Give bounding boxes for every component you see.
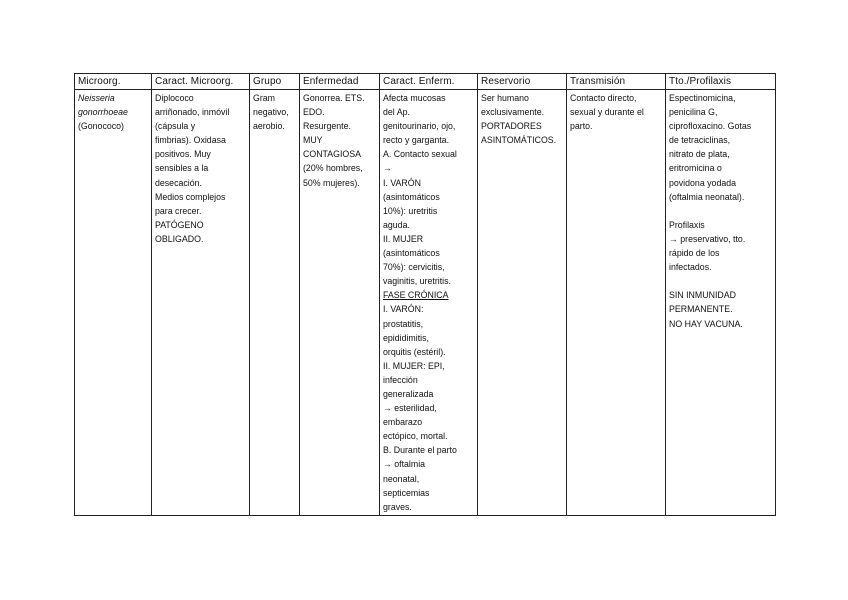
text-line: (asintomáticos xyxy=(383,191,440,202)
table-row xyxy=(75,90,776,516)
text-line: para crecer. xyxy=(155,205,202,216)
text-line: ectópico, mortal. xyxy=(383,431,448,442)
text-line: CONTAGIOSA xyxy=(303,149,361,160)
text-line: sensibles a la xyxy=(155,163,209,174)
text-line: aerobio. xyxy=(253,121,285,132)
transmision-lines xyxy=(570,91,662,133)
text-line: I. VARÓN xyxy=(383,177,421,188)
text-line: II. MUJER: EPI, xyxy=(383,360,445,371)
text-line: II. MUJER xyxy=(383,233,424,244)
text-line: de tetraciclinas, xyxy=(669,135,731,146)
text-line: generalizada xyxy=(383,388,434,399)
spacer xyxy=(669,274,772,288)
text-line: Ser humano xyxy=(481,93,529,103)
text-line: (20% hombres, xyxy=(303,163,363,174)
text-line: (cápsula y xyxy=(155,121,196,132)
text-line: Gonorrea. ETS. xyxy=(303,93,365,103)
text-line: epididimitis, xyxy=(383,332,429,343)
text-line: PATÓGENO xyxy=(155,219,204,230)
cell-reservorio xyxy=(478,90,567,516)
text-line: vaginitis, uretritis. xyxy=(383,276,451,287)
text-line: ASINTOMÁTICOS. xyxy=(481,135,557,146)
cell-microorg xyxy=(75,90,152,516)
text-line: I. VARÓN: xyxy=(383,304,424,315)
reservorio-lines xyxy=(481,91,563,147)
text-line: embarazo xyxy=(383,417,423,428)
text-line: arriñonado, inmóvil xyxy=(155,107,230,118)
text-line: → oftalmia xyxy=(383,459,426,470)
text-line: nitrato de plata, xyxy=(669,149,730,160)
text-line: Resurgente. xyxy=(303,121,351,132)
text-line: graves. xyxy=(383,501,412,512)
text-line: Diplococo xyxy=(155,93,194,103)
text-line: septicemias xyxy=(383,487,430,498)
text-line: parto. xyxy=(570,121,593,132)
text-line: povidona yodada xyxy=(669,177,737,188)
cell-enfermedad xyxy=(300,90,380,516)
text-line: 50% mujeres). xyxy=(303,177,360,188)
text-line: NO HAY VACUNA. xyxy=(669,318,743,329)
text-line: positivos. Muy xyxy=(155,149,211,160)
text-line: Afecta mucosas xyxy=(383,93,446,103)
text-line: recto y garganta. xyxy=(383,135,450,146)
header-grupo: Grupo xyxy=(250,74,300,90)
text-line: SIN INMUNIDAD xyxy=(669,290,736,301)
text-line: Profilaxis xyxy=(669,219,705,230)
text-line: 70%): cervicitis, xyxy=(383,262,445,273)
text-line: Gram xyxy=(253,93,275,103)
caract-enferm-chronic-lines xyxy=(383,302,474,513)
text-line: orquitis (estéril). xyxy=(383,346,446,357)
text-line: desecación. xyxy=(155,177,202,188)
header-transmision: Transmisión xyxy=(567,74,666,90)
genus-name: Neisseria xyxy=(78,93,115,103)
text-line: aguda. xyxy=(383,219,410,230)
text-line: eritromicina o xyxy=(669,163,722,174)
caract-enferm-acute-lines xyxy=(383,91,474,288)
text-line: (oftalmia neonatal). xyxy=(669,191,745,202)
profilaxis-lines xyxy=(669,218,772,274)
notes-lines xyxy=(669,288,772,330)
text-line: → xyxy=(383,163,392,174)
text-line: rápido de los xyxy=(669,248,720,259)
cell-tto-profilaxis xyxy=(666,90,776,516)
text-line: infección xyxy=(383,374,418,385)
header-caract-enferm: Caract. Enferm. xyxy=(380,74,478,90)
text-line: → preservativo, tto. xyxy=(669,233,746,244)
cell-grupo xyxy=(250,90,300,516)
text-line: neonatal, xyxy=(383,473,420,484)
caract-microorg-lines xyxy=(155,91,246,246)
tratamiento-lines xyxy=(669,91,772,204)
text-line: (asintomáticos xyxy=(383,248,440,259)
header-microorg: Microorg. xyxy=(75,74,152,90)
text-line: Contacto directo, xyxy=(570,93,637,103)
chronic-phase-label: FASE CRÓNICA xyxy=(383,290,449,301)
text-line: exclusivamente. xyxy=(481,107,545,118)
cell-transmision xyxy=(567,90,666,516)
text-line: Medios complejos xyxy=(155,191,226,202)
header-row xyxy=(75,74,776,90)
text-line: ciprofloxacino. Gotas xyxy=(669,121,752,132)
text-line: EDO. xyxy=(303,107,325,118)
text-line: PERMANENTE. xyxy=(669,304,733,315)
species-name: gonorrhoeae xyxy=(78,107,128,118)
text-line: del Ap. xyxy=(383,107,410,118)
enfermedad-lines xyxy=(303,91,376,190)
cell-caract-microorg xyxy=(152,90,250,516)
common-name: (Gonococo) xyxy=(78,121,124,132)
text-line: genitourinario, ojo, xyxy=(383,121,456,132)
text-line: MUY xyxy=(303,135,323,146)
text-line: PORTADORES xyxy=(481,121,542,132)
grupo-lines xyxy=(253,91,296,133)
text-line: → esterilidad, xyxy=(383,403,437,414)
header-enfermedad: Enfermedad xyxy=(300,74,380,90)
text-line: fimbrias). Oxidasa xyxy=(155,135,226,146)
text-line: Espectinomicina, xyxy=(669,93,736,103)
text-line: 10%): uretritis xyxy=(383,205,438,216)
text-line: sexual y durante el xyxy=(570,107,644,118)
microorganism-table xyxy=(74,73,776,516)
header-reservorio: Reservorio xyxy=(478,74,567,90)
header-tto-profilaxis: Tto./Profilaxis xyxy=(666,74,776,90)
text-line: B. Durante el parto xyxy=(383,445,457,456)
text-line: prostatitis, xyxy=(383,318,424,329)
text-line: A. Contacto sexual xyxy=(383,149,457,160)
spacer xyxy=(669,204,772,218)
text-line: penicilina G, xyxy=(669,107,718,118)
text-line: infectados. xyxy=(669,262,712,273)
text-line: OBLIGADO. xyxy=(155,233,204,244)
text-line: negativo, xyxy=(253,107,289,118)
header-caract-microorg: Caract. Microorg. xyxy=(152,74,250,90)
cell-caract-enferm xyxy=(380,90,478,516)
